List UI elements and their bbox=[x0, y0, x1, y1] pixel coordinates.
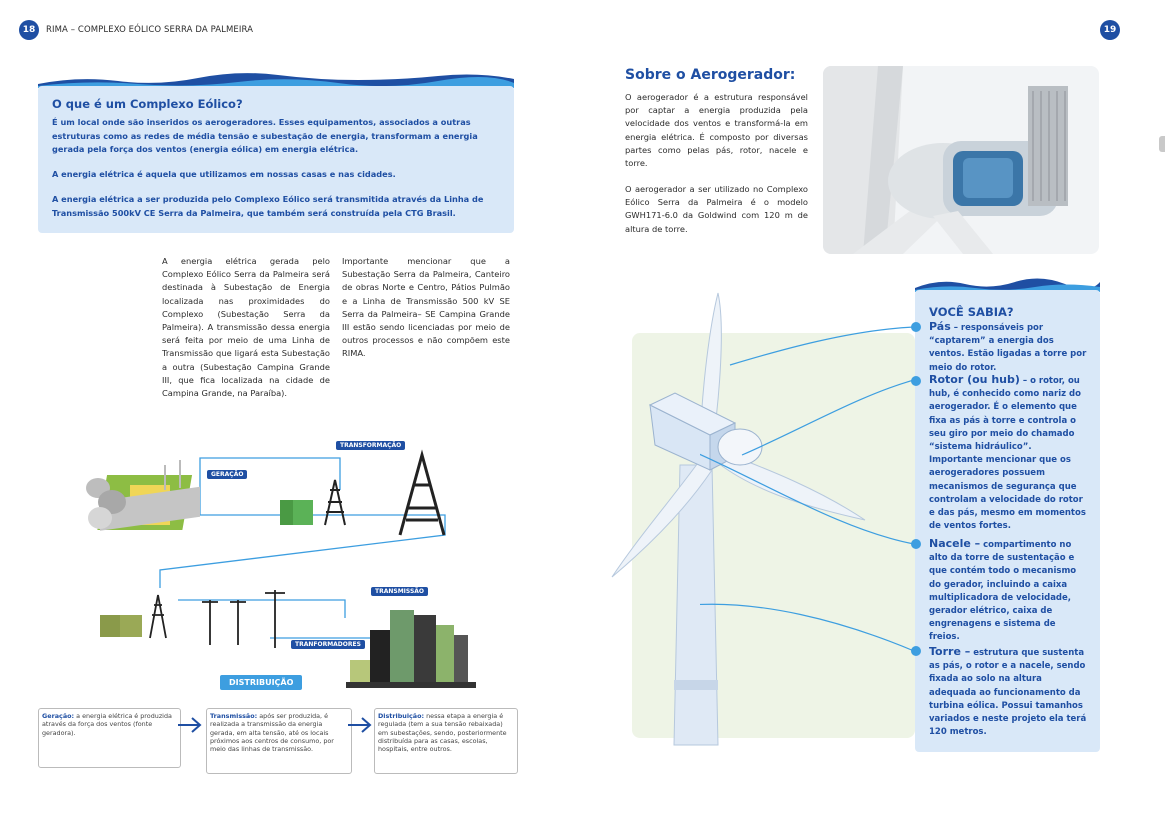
note-transmissao-term: Transmissão: bbox=[210, 712, 258, 720]
aerogerador-paragraph-1: O aerogerador é a estrutura responsável por captar a energia produzida pela velocidade dos ventos e transformá-la em energia elétrica. É composto por diversas partes como pelas pás, rotor, nacele e torre. bbox=[625, 92, 808, 169]
energy-flow-diagram bbox=[70, 430, 520, 695]
transformer-illustration bbox=[280, 500, 313, 525]
pylon-bottom bbox=[150, 595, 166, 638]
intro-paragraph-1: É um local onde são inseridos os aerogeradores. Esses equipamentos, associados a outras estruturas como as redes de média tensão e subestação de energia, transformam a energia gerada pela força dos ventos (energia eólica) em energia elétrica. bbox=[52, 117, 478, 154]
item-nacele-text: compartimento no alto da torre de sustentação e que contém todo o mecanismo do gerador, incluindo a caixa multiplicadora de velocidade, gerador elétrico, caixa de engrenagens e sistema de freios. bbox=[929, 540, 1077, 643]
item-rotor-term: Rotor (ou hub) bbox=[929, 373, 1020, 386]
voce-sabia-item-torre bbox=[929, 645, 1087, 739]
arrow-icon bbox=[176, 715, 204, 735]
item-nacele-term: Nacele – bbox=[929, 537, 981, 550]
tag-transformacao: TRANSFORMAÇÃO bbox=[336, 441, 405, 450]
pylon-top-small bbox=[325, 480, 345, 525]
scroll-indicator bbox=[1159, 136, 1165, 152]
note-distribuicao-term: Distribuição: bbox=[378, 712, 425, 720]
running-title: RIMA – COMPLEXO EÓLICO SERRA DA PALMEIRA bbox=[46, 25, 254, 35]
callout-lines bbox=[700, 320, 920, 660]
utility-poles bbox=[202, 590, 285, 648]
intro-paragraph-3: A energia elétrica a ser produzida pelo Complexo Eólico será transmitida através da Linha de Transmissão 500kV CE Serra da Palmeira, que também será construída pela CTG Brasil. bbox=[52, 194, 484, 218]
note-geracao-text: a energia elétrica é produzida através da força dos ventos (fonte geradora). bbox=[42, 712, 172, 737]
callout-dot bbox=[911, 539, 921, 549]
callout-dot bbox=[911, 322, 921, 332]
voce-sabia-item-pas bbox=[929, 320, 1087, 375]
wave-decoration-left bbox=[38, 66, 514, 88]
page-number-left: 18 bbox=[19, 20, 39, 40]
item-torre-text: estrutura que sustenta as pás, o rotor e a nacele, sendo fixada ao solo na altura adequada ao funcionamento da turbina eólica. Possui tamanhos variados e neste projeto ela terá 120 metros. bbox=[929, 648, 1087, 738]
item-torre-term: Torre – bbox=[929, 645, 971, 658]
substation-illustration bbox=[100, 615, 142, 637]
note-distribuicao-text: nessa etapa a energia é regulada (tem a sua tensão rebaixada) em subestações, sendo, posteriormente distribuída para as casas, escolas, hospitais, entre outros. bbox=[378, 712, 507, 754]
nacelle-image bbox=[823, 66, 1099, 254]
tag-geracao: GERAÇÃO bbox=[207, 470, 247, 479]
voce-sabia-item-rotor bbox=[929, 373, 1087, 533]
voce-sabia-item-nacele bbox=[929, 537, 1087, 645]
tag-transformadores: TRANFORMADORES bbox=[291, 640, 365, 649]
item-rotor-text: – o rotor, ou hub, é conhecido como nariz do aerogerador. É o elemento que fixa as pás à torre e controla o seu giro por meio do chamado “sistema hidráulico”. Importante mencionar que os aerogeradores possuem mecanismos de segurança que controlam a velocidade do rotor e das pás, mesmo em momentos de ventos fortes. bbox=[929, 376, 1086, 532]
page-number-right: 19 bbox=[1100, 20, 1120, 40]
arrow-icon bbox=[346, 715, 374, 735]
voce-sabia-title: VOCÊ SABIA? bbox=[929, 305, 1014, 319]
callout-dot bbox=[911, 376, 921, 386]
body-column-2: Importante mencionar que a Subestação Serra da Palmeira, Canteiro de obras Norte e Centro, Pátios Pulmão e a Linha de Transmissão 500 kV SE Serra da Palmeira– SE Campina Grande III estão sendo licenciadas por meio de outros processos e não compõem este RIMA. bbox=[342, 256, 510, 359]
generation-plant-illustration bbox=[86, 460, 200, 531]
body-column-1: A energia elétrica gerada pelo Complexo Eólico Serra da Palmeira será destinada à Subestação de Energia localizada nas proximidades do Complexo (Subestação Serra da Palmeira). A transmissão dessa energia será feita por meio de uma Linha de Transmissão que ligará esta Subestação a outra (Subestação Campina Grande III, que fica localizada na cidade de Campina Grande, na Paraíba). bbox=[162, 256, 330, 399]
note-transmissao bbox=[206, 708, 352, 774]
item-pas-term: Pás bbox=[929, 320, 951, 333]
aerogerador-paragraph-2: O aerogerador a ser utilizado no Complexo Eólico Serra da Palmeira é o modelo GWH171-6.0 da Goldwind com 120 m de altura de torre. bbox=[625, 184, 808, 234]
callout-dot bbox=[911, 646, 921, 656]
note-transmissao-text: após ser produzida, é realizada a transmissão da energia gerada, em alta tensão, até os locais próximos aos centros de consumo, por meio das linhas de transmissão. bbox=[210, 712, 334, 754]
note-geracao-term: Geração: bbox=[42, 712, 75, 720]
aerogerador-title: Sobre o Aerogerador: bbox=[625, 67, 796, 83]
item-pas-text: – responsáveis por “captarem” a energia dos ventos. Estão ligadas a torre por meio do rotor. bbox=[929, 323, 1087, 373]
tag-transmissao: TRANSMISSÃO bbox=[371, 587, 428, 596]
note-geracao bbox=[38, 708, 181, 768]
note-distribuicao bbox=[374, 708, 518, 774]
intro-paragraph-2: A energia elétrica é aquela que utilizamos em nossas casas e nas cidades. bbox=[52, 169, 396, 179]
city-buildings-illustration bbox=[346, 610, 476, 688]
nacelle-illustration bbox=[823, 66, 1099, 254]
intro-title: O que é um Complexo Eólico? bbox=[52, 97, 243, 111]
pylon-top-large bbox=[400, 455, 444, 535]
tag-distribuicao: DISTRIBUIÇÃO bbox=[220, 675, 302, 690]
wave-decoration-right bbox=[915, 272, 1100, 292]
